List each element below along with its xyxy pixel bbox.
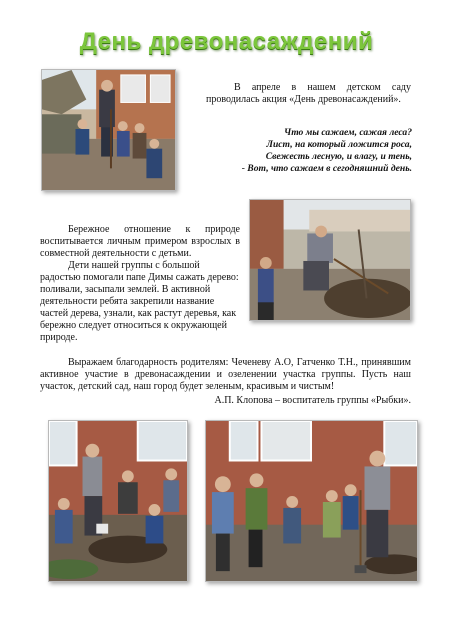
poem-line: - Вот, что сажаем в сегодняшний день.	[241, 163, 412, 174]
poem-line: Свежесть лесную, и влагу, и тень,	[265, 151, 412, 162]
photo-adult-with-children	[41, 69, 176, 191]
intro-text: В апреле в нашем детском саду проводилась акция «День древонасаждений».	[206, 82, 411, 105]
paragraph: Дети нашей группы с большой радостью помогали папе Димы сажать дерево: поливали, засыпали землей. В активной деятельности ребята закрепили название частей дерева, узнали, как растут деревья, как бережно следует относиться к окружающей природе.	[40, 260, 239, 343]
photo-group-with-shovel	[205, 420, 418, 582]
thanks-text: Выражаем благодарность родителям: Чеченеву А.О, Гатченко Т.Н., принявшим активное участие в древонасаждении и озеленении участка группы. Пусть наш участок, детский сад, наш город будет зеленым, красивым и чистым!	[40, 357, 411, 392]
poem-line: Лист, на который ложится роса,	[266, 139, 412, 150]
paragraph: Бережное отношение к природе воспитывается личным примером взрослых в совместной деятельности с детьми.	[40, 224, 240, 259]
photo-planting-tree	[249, 199, 411, 321]
photo-children-digging	[48, 420, 188, 582]
poem-line: Что мы сажаем, сажая леса?	[284, 127, 412, 138]
main-text	[40, 224, 240, 344]
page-title: День древонасаждений	[79, 28, 374, 55]
signature: А.П. Клопова – воспитатель группы «Рыбки».	[214, 395, 411, 406]
poem	[200, 127, 412, 175]
